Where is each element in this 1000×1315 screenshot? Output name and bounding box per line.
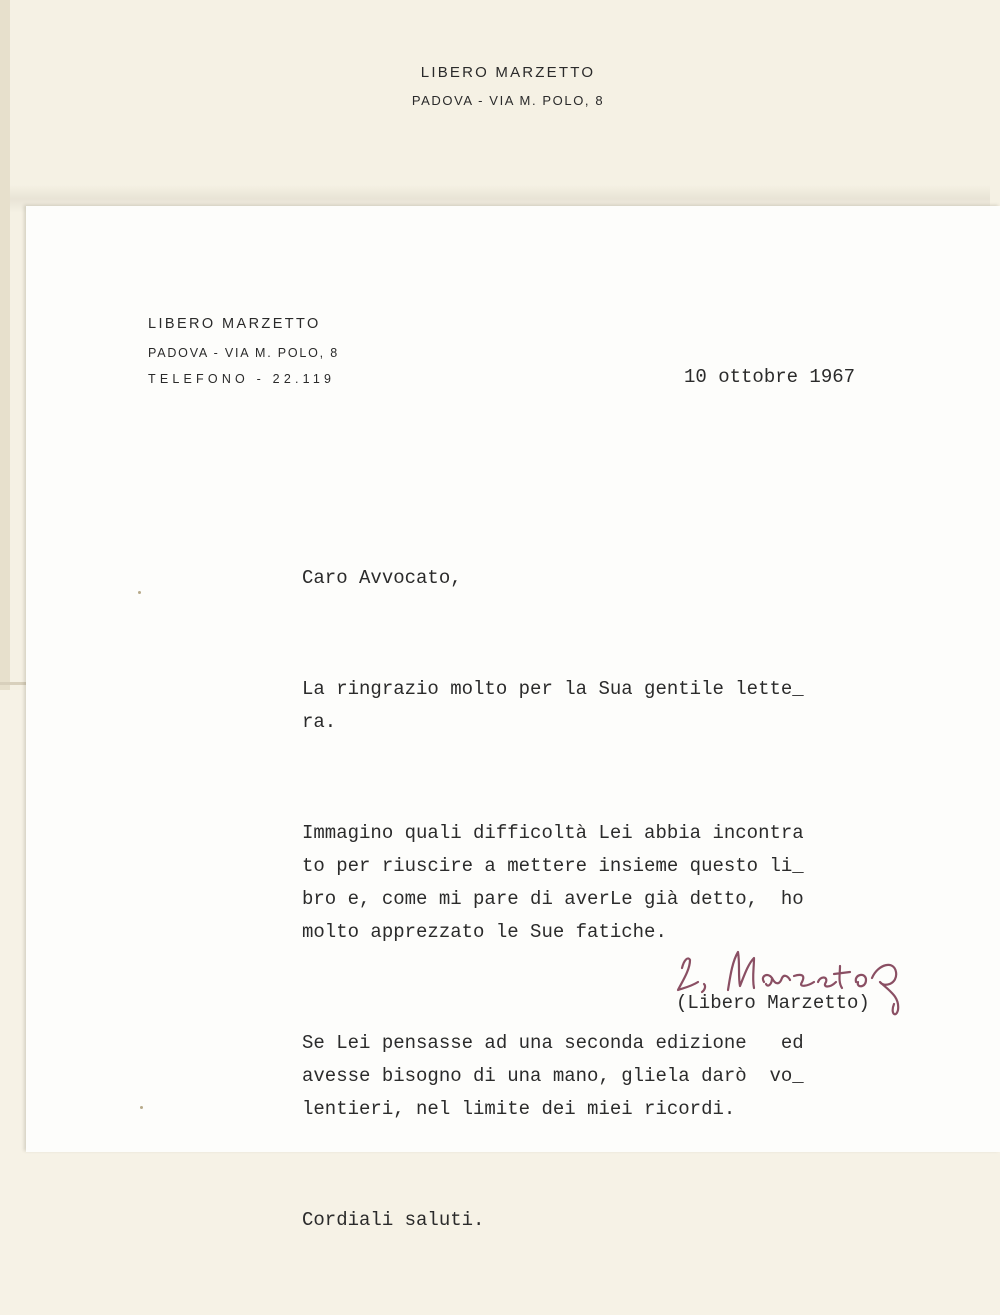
paragraph-2-line: Immagino quali difficoltà Lei abbia incontra bbox=[302, 822, 804, 844]
paragraph-3 bbox=[302, 1027, 902, 1126]
paragraph-2 bbox=[302, 817, 902, 949]
front-letterhead bbox=[148, 316, 339, 386]
closing: Cordiali saluti. bbox=[302, 1209, 485, 1231]
paragraph-2-line: to per riuscire a mettere insieme questo li_ bbox=[302, 855, 804, 877]
salutation: Caro Avvocato, bbox=[302, 567, 462, 589]
front-letterhead-phone: TELEFONO - 22.119 bbox=[148, 372, 336, 386]
paragraph-3-line: Se Lei pensasse ad una seconda edizione ed bbox=[302, 1032, 804, 1054]
front-letterhead-name: LIBERO MARZETTO bbox=[148, 316, 321, 332]
paragraph-1 bbox=[302, 673, 902, 739]
typed-signature: (Libero Marzetto) bbox=[676, 992, 870, 1014]
back-letterhead-name: LIBERO MARZETTO bbox=[420, 64, 596, 81]
paragraph-1-line: ra. bbox=[302, 711, 337, 733]
back-letterhead bbox=[0, 64, 1000, 108]
letter-body bbox=[302, 496, 902, 1315]
back-letterhead-address: PADOVA - VIA M. POLO, 8 bbox=[411, 93, 605, 108]
paper-speck bbox=[138, 591, 141, 594]
paper-speck bbox=[140, 1106, 143, 1109]
paragraph-3-line: avesse bisogno di una mano, gliela darò vo_ bbox=[302, 1065, 804, 1087]
paragraph-1-line: La ringrazio molto per la Sua gentile lette_ bbox=[302, 678, 804, 700]
letter-date: 10 ottobre 1967 bbox=[684, 366, 856, 388]
paragraph-2-line: molto apprezzato le Sue fatiche. bbox=[302, 921, 667, 943]
paragraph-3-line: lentieri, nel limite dei miei ricordi. bbox=[302, 1098, 736, 1120]
front-letterhead-address: PADOVA - VIA M. POLO, 8 bbox=[148, 346, 339, 360]
paragraph-2-line: bro e, come mi pare di averLe già detto, ho bbox=[302, 888, 804, 910]
letter-sheet bbox=[26, 206, 1000, 1231]
